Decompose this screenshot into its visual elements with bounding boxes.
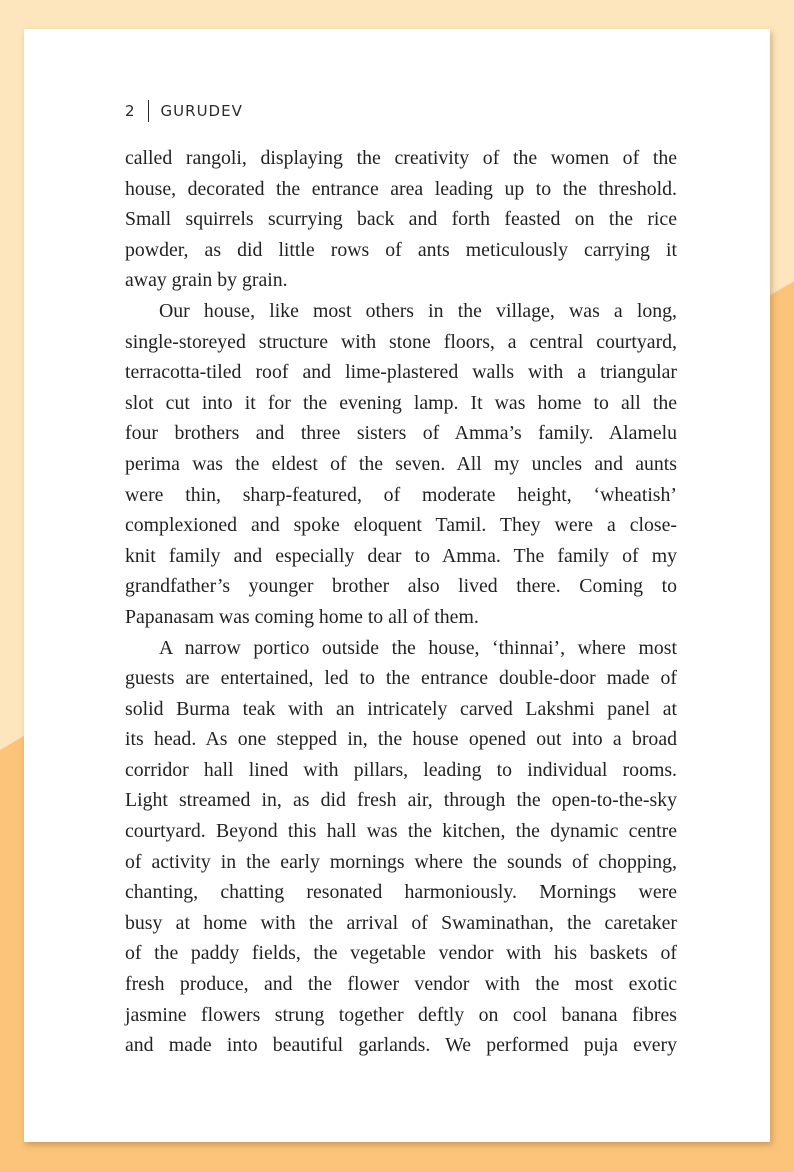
text-line: slot cut into it for the evening lamp. It was home to all the	[125, 391, 677, 414]
book-title: GURUDEV	[160, 102, 243, 120]
text-line: its head. As one stepped in, the house opened out into a broad	[125, 728, 677, 751]
text-line: chanting, chatting resonated harmoniously. Mornings were	[125, 881, 677, 904]
book-page	[24, 29, 770, 1142]
text-line: corridor hall lined with pillars, leading to individual rooms.	[125, 758, 677, 781]
text-line: solid Burma teak with an intricately carved Lakshmi panel at	[125, 697, 677, 720]
text-line: house, decorated the entrance area leading up to the threshold.	[125, 177, 677, 200]
page-number: 2	[125, 102, 136, 120]
text-line: knit family and especially dear to Amma. The family of my	[125, 544, 677, 567]
text-line: busy at home with the arrival of Swaminathan, the caretaker	[125, 911, 677, 934]
text-line: called rangoli, displaying the creativity of the women of the	[125, 147, 677, 169]
paragraph	[125, 296, 677, 633]
text-line: four brothers and three sisters of Amma’s family. Alamelu	[125, 422, 677, 445]
text-line: perima was the eldest of the seven. All my uncles and aunts	[125, 452, 677, 475]
text-line: were thin, sharp-featured, of moderate height, ‘wheatish’	[125, 483, 677, 506]
text-line: away grain by grain.	[125, 269, 288, 292]
text-line: Papanasam was coming home to all of them.	[125, 605, 479, 628]
paragraph	[125, 633, 677, 1061]
text-line: guests are entertained, led to the entrance double-door made of	[125, 667, 677, 690]
text-line: terracotta-tiled roof and lime-plastered walls with a triangular	[125, 361, 677, 384]
text-line: jasmine flowers strung together deftly on cool banana fibres	[125, 1003, 677, 1026]
text-line: grandfather’s younger brother also lived there. Coming to	[125, 575, 677, 598]
text-line: single-storeyed structure with stone floors, a central courtyard,	[125, 330, 677, 353]
text-line: Light streamed in, as did fresh air, through the open-to-the-sky	[125, 789, 677, 812]
text-line: courtyard. Beyond this hall was the kitchen, the dynamic centre	[125, 820, 677, 843]
text-line: and made into beautiful garlands. We performed puja every	[125, 1034, 677, 1057]
text-line: complexioned and spoke eloquent Tamil. They were a close-	[125, 514, 677, 537]
text-line: A narrow portico outside the house, ‘thinnai’, where most	[159, 636, 677, 659]
running-head	[125, 97, 243, 125]
text-line: Small squirrels scurrying back and forth feasted on the rice	[125, 208, 677, 231]
text-line: powder, as did little rows of ants meticulously carrying it	[125, 238, 677, 261]
paragraph	[125, 143, 677, 296]
text-line: of the paddy fields, the vegetable vendor with his baskets of	[125, 942, 677, 965]
text-line: Our house, like most others in the village, was a long,	[159, 299, 677, 322]
text-line: of activity in the early mornings where the sounds of chopping,	[125, 850, 677, 873]
running-head-divider	[148, 100, 149, 122]
text-line: fresh produce, and the flower vendor with the most exotic	[125, 973, 677, 996]
body-text	[125, 143, 677, 1061]
